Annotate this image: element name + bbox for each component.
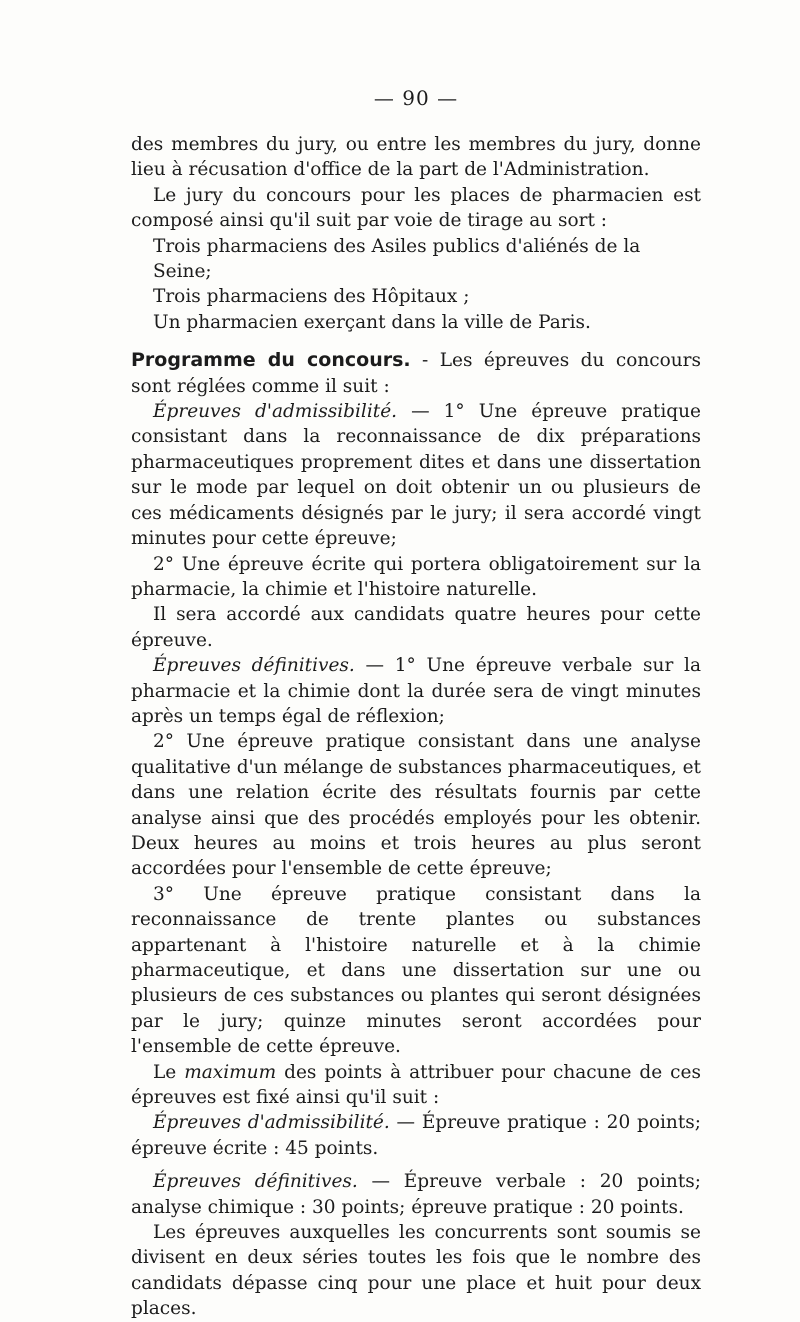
jury-member-list: [131, 234, 701, 336]
list-item: Trois pharmaciens des Hôpitaux ;: [153, 286, 470, 308]
paragraph-jury-recusation: des membres du jury, ou entre les membres du jury, donne lieu à récusation d'office de la part de l'Administration.: [131, 134, 701, 181]
paragraph-definitives: Épreuves définitives. — 1° Une épreuve verbale sur la pharmacie et la chimie dont la durée sera de vingt minutes après un temps égal de réflexion;: [131, 655, 701, 727]
paragraph-programme: Programme du concours. - Les épreuves du concours sont réglées comme il suit :: [131, 349, 702, 397]
page-number: — 90 —: [373, 86, 459, 110]
section-heading: Programme du concours.: [131, 349, 411, 372]
paragraph-maximum: Le maximum des points à attribuer pour chacune de ces épreuves est fixé ainsi qu'il suit :: [131, 1061, 701, 1109]
italic-label: Épreuves d'admissibilité.: [153, 401, 398, 423]
paragraph-points-admissibilite: Épreuves d'admissibilité. — Épreuve pratique : 20 points; épreuve écrite : 45 points.: [131, 1112, 701, 1159]
paragraph-jury-composition: Le jury du concours pour les places de pharmacien est composé ainsi qu'il suit par voie de tirage au sort :: [131, 184, 701, 232]
italic-label: Épreuves définitives.: [153, 655, 355, 677]
italic-label: Épreuves d'admissibilité.: [153, 1112, 390, 1134]
italic-word: maximum: [184, 1061, 277, 1083]
paragraph-points-definitives: Épreuves définitives. — Épreuve verbale : 20 points; analyse chimique : 30 points; épreuve pratique : 20 points.: [131, 1171, 701, 1218]
list-item: Trois pharmaciens des Asiles publics d'aliénés de la Seine;: [153, 235, 641, 283]
document-page: [131, 84, 701, 1322]
paragraph-series: Les épreuves auxquelles les concurrents sont soumis se divisent en deux séries toutes les fois que le nombre des candidats dépasse cinq pour une place et huit pour deux places.: [131, 1222, 701, 1320]
paragraph-reconnaissance: 3° Une épreuve pratique consistant dans la reconnaissance de trente plantes ou substances appartenant à l'histoire naturelle et à la chimie pharmaceutique, et dans une dissertation sur une ou plusieurs de ces substances ou plantes qui seront désignées par le jury; quinze minutes seront accordées pour l'ensemble de cette épreuve.: [131, 883, 701, 1058]
paragraph-epreuve-ecrite: 2° Une épreuve écrite qui portera obligatoirement sur la pharmacie, la chimie et l'histoire naturelle.: [131, 553, 701, 600]
paragraph-duree-ecrite: Il sera accordé aux candidats quatre heures pour cette épreuve.: [131, 604, 701, 651]
paragraph-admissibilite: Épreuves d'admissibilité. — 1° Une épreuve pratique consistant dans la reconnaissance de dix préparations pharmaceutiques proprement dites et dans une dissertation sur le mode par lequel on doit obtenir un ou plusieurs de ces médicaments désignés par le jury; il sera accordé vingt minutes pour cette épreuve;: [131, 401, 701, 550]
list-item: Un pharmacien exerçant dans la ville de Paris.: [153, 311, 591, 333]
paragraph-analyse: 2° Une épreuve pratique consistant dans une analyse qualitative d'un mélange de substances pharmaceutiques, et dans une relation écrite des résultats fournis par cette analyse ainsi que des procédés employés pour les obtenir. Deux heures au moins et trois heures au plus seront accordées pour l'ensemble de cette épreuve;: [131, 731, 701, 880]
italic-label: Épreuves définitives.: [153, 1171, 358, 1193]
